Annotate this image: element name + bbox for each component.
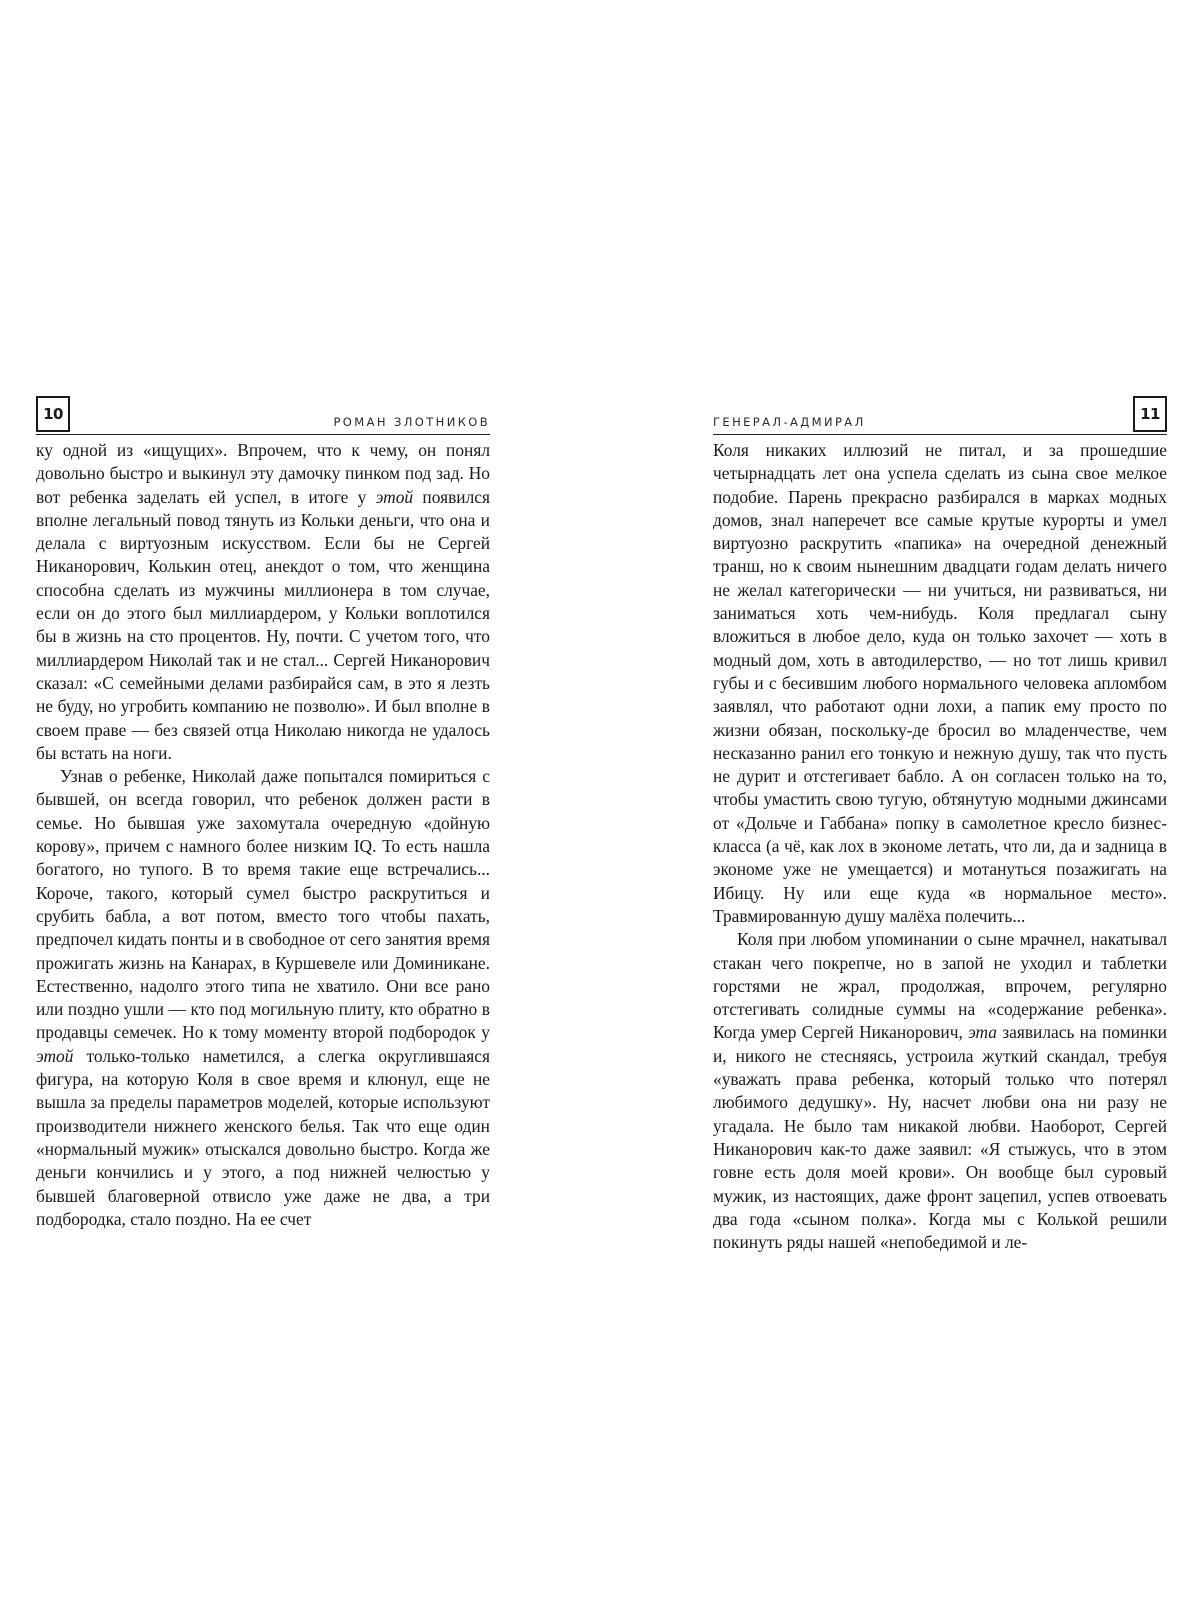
text-span: ку одной из «ищущих». Впрочем, что к чему, он понял довольно быстро и выкинул эту дамочку пинком под зад. Но вот ребенка заделать ей успел, в итоге у [36,440,490,507]
text-span: Коля никаких иллюзий не питал, и за прошедшие четырнадцать лет она успела сделать из сына свое мелкое подобие. Парень прекрасно разбирался в марках модных домов, знал наперечет все самые крутые курорты и умел виртуозно раскрутить «папика» на очередной денежный транш, но к своим нынешним двадцати годам делать ничего не желал категорически — ни учиться, ни развиваться, ни заниматься хоть чем-нибудь. Коля предлагал сыну вложиться в любое дело, куда он только захочет — хоть в модный дом, хоть в автодилерство, — но тот лишь кривил губы и с бесившим любого нормального человека апломбом заявлял, что работают одни лохи, а папик ему просто по жизни обязан, поскольку-де бросил во младенчестве, чем несказанно ранил его тонкую и нежную душу, так что пусть не дурит и отстегивает бабло. А он согласен только на то, чтобы умастить свою тугую, обтянутую модными джинсами от «Дольче и Габбана» попку в самолетное кресло бизнес-класса (а чё, как лох в экономе летать, что ли, да и задница в экономе уже не умещается) и мотануться позажигать на Ибицу. Ну или еще куда «в нормальное место». Травмированную душу малёха полечить... [713,440,1167,926]
page-number-right: 11 [1133,396,1167,432]
italic-text: этой [36,1045,74,1066]
right-page [713,396,1167,1254]
paragraph [713,439,1167,928]
running-head-author: РОМАН ЗЛОТНИКОВ [333,415,490,429]
running-head-title: ГЕНЕРАЛ-АДМИРАЛ [713,415,866,429]
text-span: Узнав о ребенке, Николай даже попытался помириться с бывшей, он всегда говорил, что ребенок должен расти в семье. Но бывшая уже захомутала очередную «дойную корову», причем с намного более низким IQ. То есть нашла богатого, но тупого. В то время такие еще встречались... Короче, такого, который сумел быстро раскрутиться и срубить бабла, а вот потом, вместо того чтобы пахать, предпочел кидать понты и в свободное от сего занятия время прожигать жизнь на Канарах, в Куршевеле или Доминикане. Естественно, надолго этого типа не хватило. Они все рано или поздно ушли — кто под могильную плиту, кто обратно в продавцы семечек. Но к тому моменту второй подбородок у [36,766,490,1043]
text-span: Коля при любом упоминании о сыне мрачнел, накатывал стакан чего покрепче, но в запой не уходил и таблетки горстями не жрал, продолжая, впрочем, регулярно отстегивать солидные суммы на «содержание ребенка». Когда умер Сергей Никанорович, [713,929,1167,1043]
paragraph [36,439,490,765]
text-span: только-только наметился, а слегка округлившаяся фигура, на которую Коля в свое время и клюнул, еще не вышла за пределы параметров моделей, которые используют производители нижнего женского белья. Так что еще один «нормальный мужик» отыскался довольно быстро. Когда же деньги кончились и у этого, а под нижней челюстью у бывшей благоверной отвисло уже даже не два, а три подбородка, стало поздно. На ее счет [36,1045,490,1229]
left-page [36,396,490,1231]
left-running-head [36,396,490,435]
left-body-text [36,439,490,1231]
italic-text: этой [375,486,414,507]
text-span: заявилась на поминки и, никого не стесняясь, устроила жуткий скандал, требуя «уважать права ребенка, который только что потерял любимого дедушку». Ну, насчет любви она ни разу не угадала. Не было там никакой любви. Наоборот, Сергей Никанорович как-то даже заявил: «Я стыжусь, что в этом говне есть доля моей крови». Он вообще был суровый мужик, из настоящих, даже фронт зацепил, успев отвоевать два года «сыном полка». Когда мы с Колькой решили покинуть ряды нашей «непобедимой и ле- [713,1022,1167,1253]
italic-text: эта [968,1022,997,1043]
paragraph [713,928,1167,1254]
page-number-left: 10 [36,396,70,432]
right-body-text [713,439,1167,1254]
text-span: появился вполне легальный повод тянуть из Кольки деньги, что она и делала с виртуозным искусством. Если бы не Сергей Никанорович, Колькин отец, анекдот о том, что женщина способна сделать из мужчины миллионера в том случае, если он до этого был миллиардером, у Кольки воплотился бы в жизнь на сто процентов. Ну, почти. С учетом того, что миллиардером Николай так и не стал... Сергей Никанорович сказал: «С семейными делами разбирайся сам, в это я лезть не буду, но угробить компанию не позволю». И был вполне в своем праве — без связей отца Николаю никогда не удалось бы встать на ноги. [36,486,490,763]
right-running-head [713,396,1167,435]
paragraph [36,765,490,1231]
